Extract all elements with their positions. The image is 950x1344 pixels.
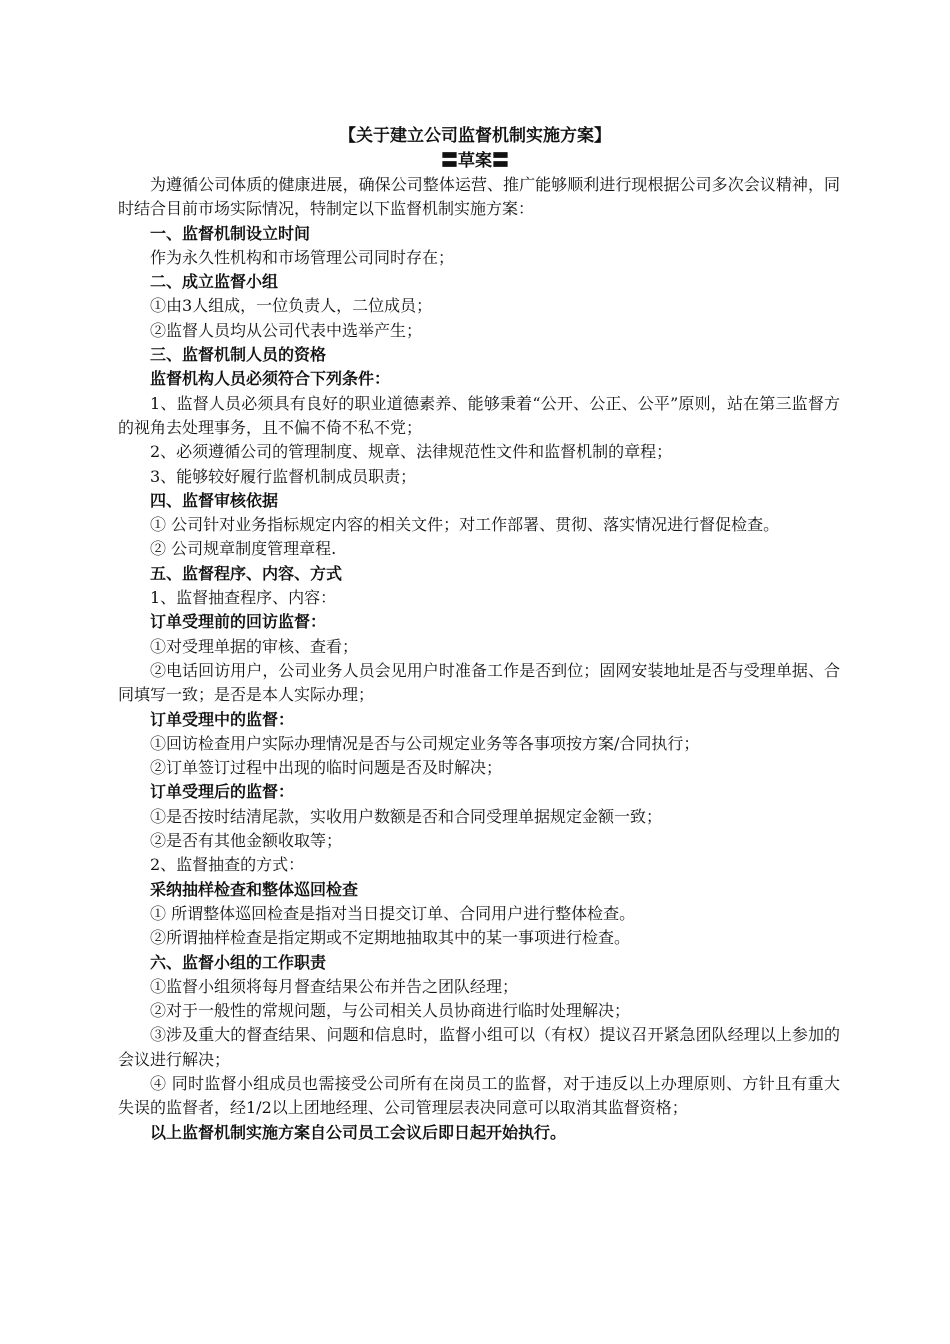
paragraph: ①回访检查用户实际办理情况是否与公司规定业务等各事项按方案/合同执行； <box>150 733 700 753</box>
paragraph: ② 公司规章制度管理章程. <box>150 539 337 559</box>
section-heading: 五、监督程序、内容、方式 <box>150 563 343 583</box>
paragraph: 1、监督抽查程序、内容： <box>150 588 337 608</box>
paragraph: ①是否按时结清尾款，实收用户数额是否和合同受理单据规定金额一致； <box>150 806 663 826</box>
document-subtitle: 〓草案〓 <box>441 151 509 171</box>
document-title: 【关于建立公司监督机制实施方案】 <box>339 126 611 146</box>
paragraph: ②电话回访用户，公司业务人员会见用户时准备工作是否到位；固网安装地址是否与受理单据、合同填写一致；是否是本人实际办理； <box>118 660 840 705</box>
section-heading: 一、监督机制设立时间 <box>150 223 311 243</box>
section-heading: 六、监督小组的工作职责 <box>150 952 327 972</box>
section-heading: 订单受理中的监督： <box>150 709 295 729</box>
paragraph: ②所谓抽样检查是指定期或不定期地抽取其中的某一事项进行检查。 <box>150 928 631 948</box>
paragraph: ②对于一般性的常规问题，与公司相关人员协商进行临时处理解决； <box>150 1001 631 1021</box>
paragraph: 2、监督抽查的方式： <box>150 855 305 875</box>
paragraph: ① 所谓整体巡回检查是指对当日提交订单、合同用户进行整体检查。 <box>150 903 636 923</box>
paragraph: ②订单签订过程中出现的临时问题是否及时解决； <box>150 758 503 778</box>
section-heading: 二、成立监督小组 <box>150 272 279 292</box>
paragraph: 1、监督人员必须具有良好的职业道德素养、能够秉着“公开、公正、公平”原则，站在第三监督方的视角去处理事务，且不偏不倚不私不党； <box>118 393 840 437</box>
paragraph: 为遵循公司体质的健康进展，确保公司整体运营、推广能够顺利进行现根据公司多次会议精神，同时结合目前市场实际情况，特制定以下监督机制实施方案： <box>118 175 840 219</box>
paragraph: ① 公司针对业务指标规定内容的相关文件；对工作部署、贯彻、落实情况进行督促检查。 <box>150 515 780 535</box>
paragraph: ④ 同时监督小组成员也需接受公司所有在岗员工的监督，对于违反以上办理原则、方针且有重大失误的监督者，经1/2以上团地经理、公司管理层表决同意可以取消其监督资格； <box>118 1073 840 1118</box>
paragraph: 作为永久性机构和市场管理公司同时存在； <box>150 247 455 267</box>
section-heading: 采纳抽样检查和整体巡回检查 <box>150 879 359 899</box>
section-heading: 订单受理后的监督： <box>150 782 295 802</box>
paragraph: 3、能够较好履行监督机制成员职责； <box>150 466 417 486</box>
paragraph: ③涉及重大的督查结果、问题和信息时，监督小组可以（有权）提议召开紧急团队经理以上参加的会议进行解决； <box>118 1025 840 1069</box>
paragraph: ②监督人员均从公司代表中选举产生； <box>150 320 423 340</box>
section-heading: 以上监督机制实施方案自公司员工会议后即日起开始执行。 <box>150 1122 567 1142</box>
document-body <box>118 173 840 1145</box>
section-heading: 订单受理前的回访监督： <box>150 612 327 632</box>
paragraph: ①由3人组成，一位负责人，二位成员； <box>150 296 433 316</box>
paragraph: ②是否有其他金额收取等； <box>150 831 343 851</box>
section-heading: 监督机构人员必须符合下列条件： <box>150 369 391 389</box>
paragraph: ①监督小组须将每月督查结果公布并告之团队经理； <box>150 976 519 996</box>
paragraph: ①对受理单据的审核、查看； <box>150 636 359 656</box>
section-heading: 四、监督审核依据 <box>150 490 279 510</box>
paragraph: 2、必须遵循公司的管理制度、规章、法律规范性文件和监督机制的章程； <box>150 442 673 462</box>
section-heading: 三、监督机制人员的资格 <box>150 345 327 365</box>
